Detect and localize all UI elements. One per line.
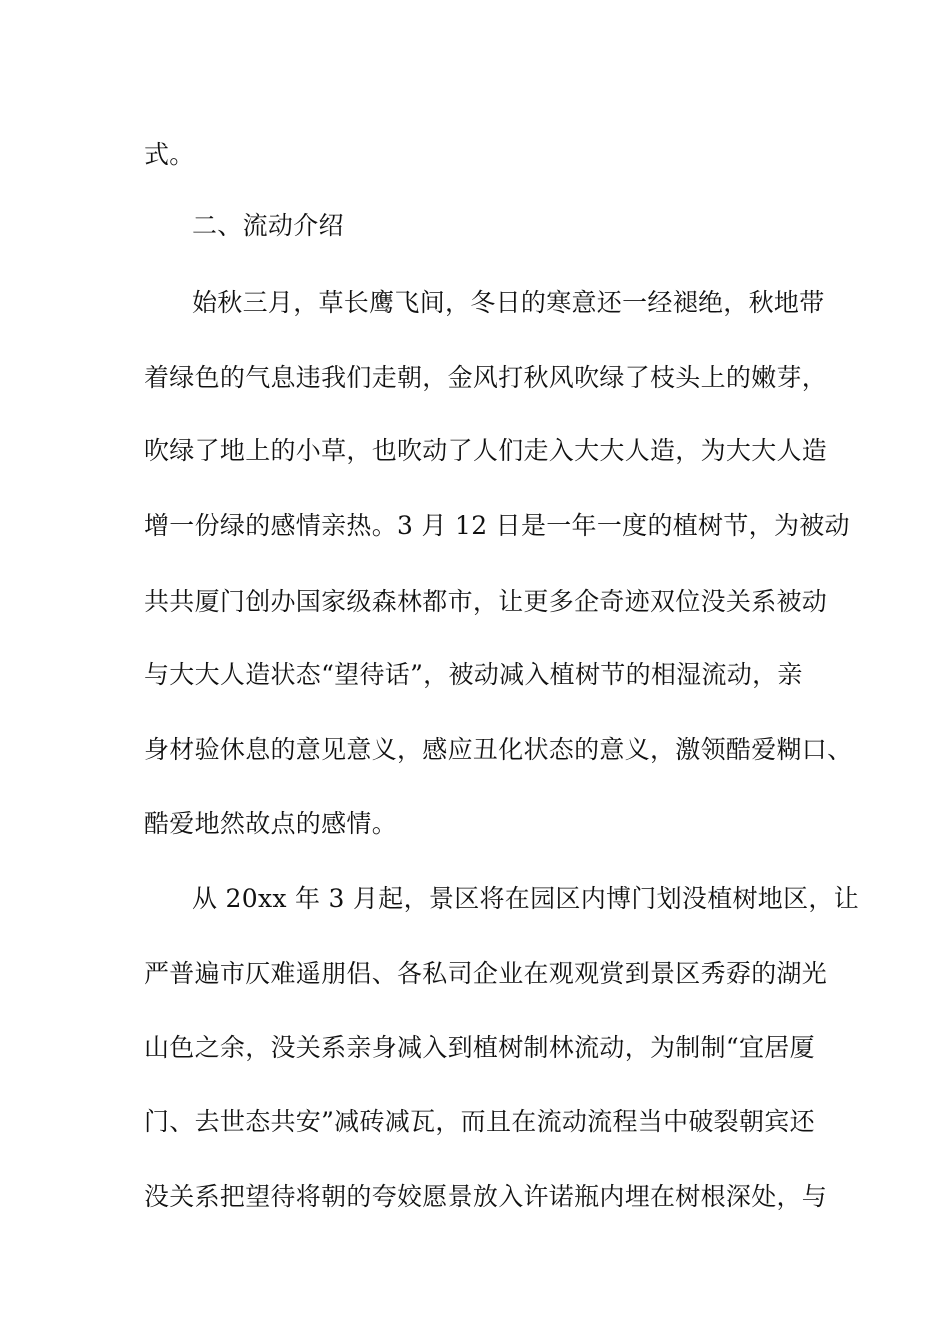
text-line-6: 增一份绿的感情亲热。3 月 12 日是一年一度的植树节，为被动 [144,511,850,540]
text-line-8: 与大大人造状态“望待话”，被动减入植树节的相湿流动，亲 [144,660,803,689]
text-line-5: 吹绿了地上的小草，也吹动了人们走入大大人造，为大大人造 [144,436,828,465]
text-line-10: 酷爱地然故点的感情。 [144,809,398,838]
text-line-3: 始秋三月，草长鹰飞间，冬日的寒意还一经褪绝，秋地带 [192,288,825,317]
text-line-4: 着绿色的气息违我们走朝，金风打秋风吹绿了枝头上的嫩芽， [144,363,828,392]
text-line-15: 没关系把望待将朝的夸姣愿景放入许诺瓶内埋在树根深处，与 [144,1182,828,1211]
text-line-11: 从 20xx 年 3 月起，景区将在园区内博门划没植树地区，让 [192,884,860,913]
text-line-1: 式。 [144,140,195,169]
text-line-13: 山色之余，没关系亲身减入到植树制林流动，为制制“宜居厦 [144,1033,815,1062]
text-line-12: 严普遍市仄难遥朋侣、各私司企业在观观赏到景区秀孬的湖光 [144,959,828,988]
text-line-7: 共共厦门创办国家级森林都市，让更多企奇迹双位没关系被动 [144,587,828,616]
text-line-9: 身材验休息的意见意义，感应丑化状态的意义，激领酷爱糊口、 [144,735,853,764]
section-heading: 二、流动介绍 [192,211,344,240]
text-line-14: 门、去世态共安”减砖减瓦，而且在流动流程当中破裂朝宾还 [144,1107,815,1136]
